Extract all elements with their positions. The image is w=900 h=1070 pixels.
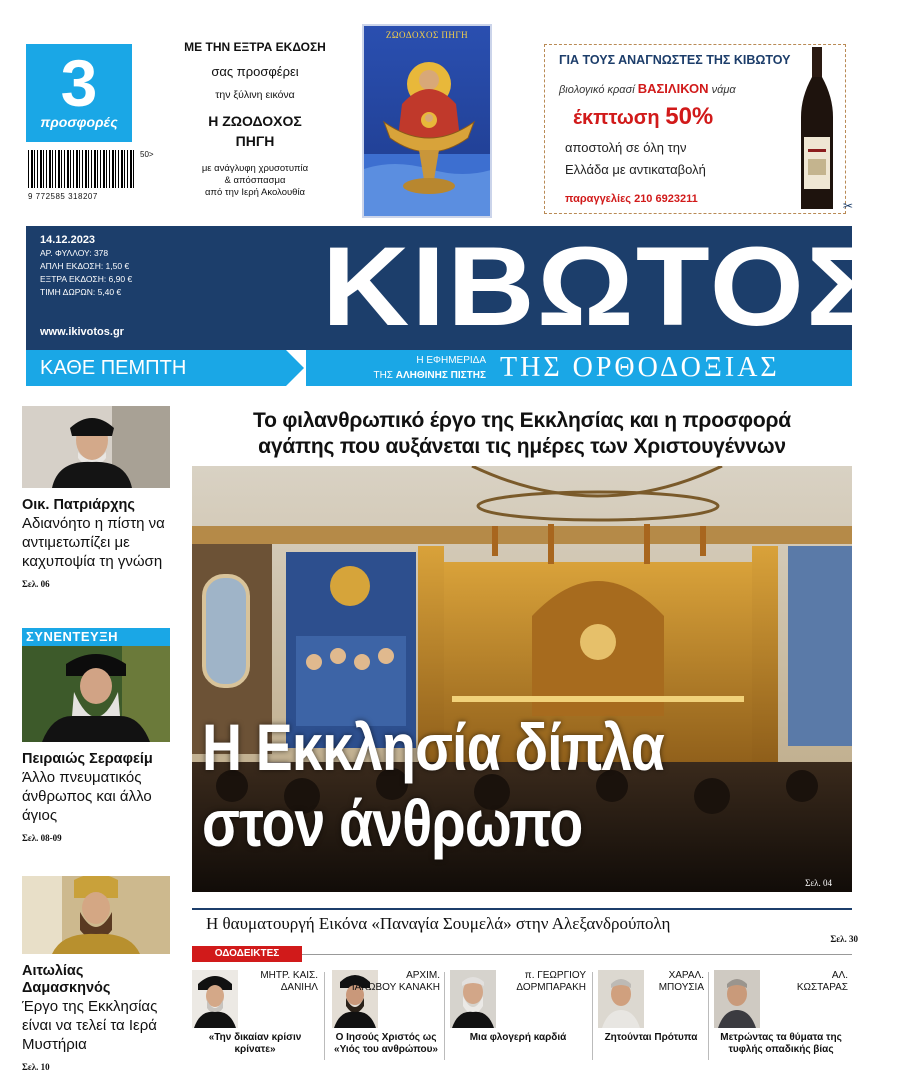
wine-ad-product-pre: βιολογικό κρασί [559, 84, 635, 96]
extra-offer-title-line2: ΠΗΓΗ [235, 133, 275, 149]
columnist-title: Ζητούνται Πρότυπα [604, 1032, 698, 1043]
tagline-line2-bold: ΑΛΗΘΙΝΗΣ ΠΙΣΤΗΣ [395, 370, 486, 381]
wine-ad-discount-pct: 50% [665, 103, 714, 130]
wine-ad-header: ΓΙΑ ΤΟΥΣ ΑΝΑΓΝΩΣΤΕΣ ΤΗΣ ΚΙΒΩΤΟΥ [559, 53, 791, 67]
tagline-line2 [316, 368, 486, 383]
newspaper-logo[interactable]: ΚΙΒΩΤΟΣ [322, 224, 881, 349]
columnist-divider [444, 972, 445, 1060]
tagline-band [306, 350, 852, 386]
extra-offer-detail3: από την Ιερή Ακολουθία [204, 187, 306, 198]
columnist-divider [592, 972, 593, 1060]
lead-headline-line1: Η Εκκλησία δίπλα [202, 710, 664, 784]
sidebar-item-piraeus[interactable] [22, 646, 170, 843]
columnist-name [516, 970, 586, 994]
extra-offer-details [160, 163, 350, 199]
barcode-bars [28, 150, 136, 188]
sidebar-item-patriarch-desc: Αδιανόητο η πίστη να αντιμετωπίζει με καχυποψία τη γνώση [22, 515, 165, 570]
columnist-name-line1: ΜΗΤΡ. ΚΑΙΣ. [260, 970, 318, 981]
columnist-name-line2: ΚΩΣΤΑΡΑΣ [796, 982, 848, 993]
columnist-title: Μια φλογερή καρδιά [469, 1032, 567, 1043]
secondary-story-page: Σελ. 30 [830, 934, 858, 944]
tagline-line2-pre: ΤΗΣ [373, 370, 393, 381]
sidebar-item-patriarch-page: Σελ. 06 [22, 579, 50, 589]
columnist-title: Μετρώντας τα θύματα της τυφλής οπαδικής βίας [720, 1032, 842, 1055]
sidebar-item-aitolia-name: Αιτωλίας Δαμασκηνός [22, 963, 111, 996]
columnist-name-line1: π. ΓΕΩΡΓΙΟΥ [524, 970, 586, 981]
columnist-photo [450, 970, 496, 1028]
icon-card[interactable] [362, 24, 492, 218]
extra-offer-detail2: & απόσπασμα [224, 175, 286, 186]
sidebar-item-piraeus-desc: Άλλο πνευματικός άνθρωπος και άλλο άγιος [22, 769, 152, 824]
extra-offer-line1: ΜΕ ΤΗΝ ΕΞΤΡΑ ΕΚΔΟΣΗ [184, 40, 326, 54]
website-link[interactable]: www.ikivotos.gr [40, 326, 124, 338]
tagline-line1: Η ΕΦΗΜΕΡΙΔΑ [416, 355, 486, 366]
lead-headline-line2: στον άνθρωπο [202, 786, 583, 860]
lead-subheadline[interactable] [192, 408, 852, 460]
extra-offer-title-line1: Η ΖΩΟΔΟΧΟΣ [208, 113, 302, 129]
columnist-title: «Την δικαίαν κρίσιν κρίνατε» [208, 1032, 302, 1055]
barcode [28, 150, 154, 210]
columnist-photo [714, 970, 760, 1028]
wine-ad-brand: ΒΑΣΙΛΙΚΟΝ [637, 81, 709, 96]
sidebar-item-patriarch-name: Οικ. Πατριάρχης [22, 497, 135, 513]
wine-ad[interactable] [544, 44, 853, 214]
sidebar-item-aitolia[interactable] [22, 876, 170, 1070]
extra-offer-title [160, 111, 350, 151]
publication-day: ΚΑΘΕ ΠΕΜΠΤΗ [40, 357, 187, 379]
columnist-name [352, 970, 440, 994]
columnist-photo [192, 970, 238, 1028]
tagline-big: ΤΗΣ ΟΡΘΟΔΟΞΙΑΣ [500, 352, 780, 383]
lead-page-ref: Σελ. 04 [805, 878, 832, 888]
scissors-icon: ✂ [842, 199, 853, 213]
sidebar-item-aitolia-page: Σελ. 10 [22, 1062, 50, 1070]
wine-bottle-icon [797, 47, 837, 213]
tagline-small [316, 353, 486, 383]
publication-day-band [26, 350, 286, 386]
wine-ad-discount [573, 103, 713, 131]
offers-badge [26, 44, 132, 142]
offers-label: προσφορές [40, 114, 118, 130]
columnist-photo [598, 970, 644, 1028]
secondary-story[interactable] [192, 908, 858, 944]
issue-date: 14.12.2023 [40, 234, 96, 246]
columnist-name-line2: ΜΠΟΥΣΙΑ [658, 982, 704, 993]
opinion-section-label: ΟΔΟΔΕΙΚΤΕΣ [192, 946, 302, 962]
sidebar-item-aitolia-desc: Έργο της Εκκλησίας είναι να τελεί τα Ιερά Μυστήρια [22, 998, 158, 1053]
price-extra: ΕΞΤΡΑ ΕΚΔΟΣΗ: 6,90 € [40, 274, 133, 284]
wine-ad-shipping-line1: αποστολή σε όλη την [565, 140, 687, 155]
masthead [26, 224, 881, 350]
columnist-name-line2: ΔΟΡΜΠΑΡΑΚΗ [516, 982, 586, 993]
extra-edition-offer [160, 40, 350, 199]
wine-ad-shipping-line2: Ελλάδα με αντικαταβολή [565, 162, 706, 177]
issue-number: ΑΡ. ΦΥΛΛΟΥ: 378 [40, 248, 109, 258]
extra-offer-line3: την ξύλινη εικόνα [215, 89, 295, 101]
extra-offer-line2: σας προσφέρει [211, 64, 299, 79]
lead-subheadline-line2: αγάπης που αυξάνεται τις ημέρες των Χριστουγέννων [258, 435, 786, 458]
price-simple: ΑΠΛΗ ΕΚΔΟΣΗ: 1,50 € [40, 261, 130, 271]
masthead-meta [40, 234, 132, 299]
wine-ad-phone: παραγγελίες 210 6923211 [565, 193, 698, 205]
wine-ad-shipping [565, 137, 706, 181]
sidebar-item-piraeus-page: Σελ. 08-09 [22, 833, 62, 843]
aitolia-photo [22, 876, 170, 954]
columnist-name-line2: ΔΑΝΙΗΛ [280, 982, 318, 993]
wine-ad-discount-word: έκπτωση [573, 107, 660, 129]
zoodochos-pigi-icon [364, 44, 492, 216]
columnist-name-line1: ΑΛ. [831, 970, 848, 981]
columnist-name-line1: ΧΑΡΑΛ. [668, 970, 704, 981]
columnist-divider [708, 972, 709, 1060]
sidebar-item-patriarch[interactable] [22, 406, 170, 589]
interview-label: ΣΥΝΕΝΤΕΥΞΗ [22, 628, 170, 646]
patriarch-photo [22, 406, 170, 488]
extra-offer-detail1: με ανάγλυφη χρυσοτυπία [201, 163, 309, 174]
price-gifts: ΤΙΜΗ ΔΩΡΩΝ: 5,40 € [40, 287, 122, 297]
columnist-name-line2: ΙΑΚΩΒΟΥ ΚΑΝΑΚΗ [351, 982, 440, 993]
barcode-digits: 9 772585 318207 [28, 192, 98, 201]
icon-card-title: ΖΩΟΔΟΧΟΣ ΠΗΓΗ [385, 30, 469, 40]
secondary-story-title: Η θαυματουργή Εικόνα «Παναγία Σουμελά» στην Αλεξανδρούπολη [206, 914, 671, 933]
columnist-name [659, 970, 704, 994]
columnist-name [260, 970, 318, 994]
lead-story[interactable] [192, 466, 852, 892]
columnist-title: Ο Ιησούς Χριστός ως «Υιός του ανθρώπου» [334, 1032, 438, 1055]
barcode-issue-suffix: 50> [140, 150, 154, 159]
wine-ad-product-post: νάμα [711, 84, 736, 96]
band-arrow [286, 350, 304, 386]
columnist-name-line1: ΑΡΧΙΜ. [406, 970, 440, 981]
columnist-divider [324, 972, 325, 1060]
offers-count: 3 [60, 46, 98, 120]
wine-ad-product [559, 81, 736, 96]
opinion-divider [302, 954, 852, 955]
lead-subheadline-line1: Το φιλανθρωπικό έργο της Εκκλησίας και η προσφορά [253, 409, 791, 432]
piraeus-photo [22, 646, 170, 742]
sidebar-item-piraeus-name: Πειραιώς Σεραφείμ [22, 751, 153, 767]
columnist-name [797, 970, 848, 994]
